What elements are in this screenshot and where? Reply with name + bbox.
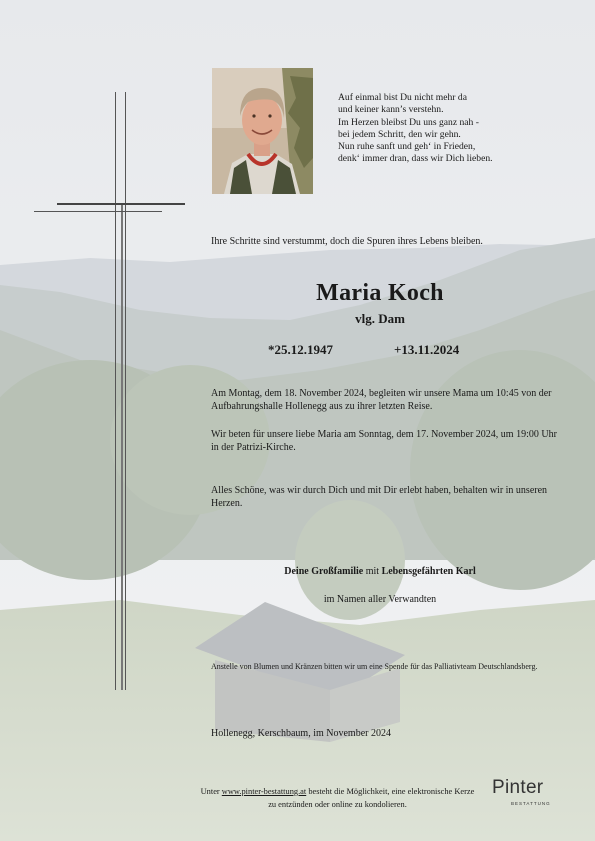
birth-date: *25.12.1947 [268,342,333,357]
cross-vertical-line [115,92,116,690]
poem-line: denk‘ immer dran, dass wir Dich lieben. [338,153,493,165]
place-date: Hollenegg, Kerschbaum, im November 2024 [211,728,391,739]
prayer-paragraph: Wir beten für unsere liebe Maria am Sonntag, dem 17. November 2024, um 19:00 Uhr in der Patrizi-Kirche. [211,429,557,453]
poem-line: bei jedem Schritt, den wir gehn. [338,128,461,140]
deceased-nickname: vlg. Dam [355,311,405,326]
poem-line: Auf einmal bist Du nicht mehr da [338,92,467,103]
memory-paragraph: Alles Schöne, was wir durch Dich und mit Dir erlebt haben, behalten wir in unseren Herzen. [211,485,548,509]
footer-note [200,786,475,811]
poem-line: Nun ruhe sanft und geh‘ in Frieden, [338,141,476,153]
death-date: +13.11.2024 [394,342,460,357]
poem-line: und keiner kann’s verstehn. [338,104,444,116]
mourners-partner: Lebensgefährten Karl [381,566,476,577]
mourners-connector: mit [365,566,380,577]
website-link[interactable]: www.pinter-bestattung.at [221,787,307,796]
deceased-name: Maria Koch [316,280,444,306]
pinter-logo-subtitle: BESTATTUNG [511,801,551,806]
cross-vertical-line [125,92,126,690]
cross-vertical-line [121,205,123,690]
cross-horizontal-line [34,211,162,212]
mourners-family: Deine Großfamilie [284,566,364,577]
donation-request: Anstelle von Blumen und Kränzen bitten wir um eine Spende für das Palliativteam Deutschlandsberg. [211,662,538,671]
mourners-line [200,566,560,577]
portrait-photo [212,68,313,194]
funeral-paragraph: Am Montag, dem 18. November 2024, begleiten wir unsere Mama um 10:45 von der Aufbahrungshalle Hollenegg aus zu ihrer letzten Reise. [211,388,552,412]
cross-horizontal-line [57,203,185,205]
poem [338,92,588,166]
poem-line: Im Herzen bleibst Du uns ganz nah - [338,116,479,128]
footer-prefix: Unter [200,787,220,796]
motto: Ihre Schritte sind verstummt, doch die Spuren ihres Lebens bleiben. [211,236,483,247]
mourners-relatives: im Namen aller Verwandten [323,594,437,605]
pinter-logo: Pinter [492,777,544,798]
footer-suffix: besteht die Möglichkeit, eine elektronische Kerze zu entzünden oder online zu kondolieren. [268,787,475,809]
